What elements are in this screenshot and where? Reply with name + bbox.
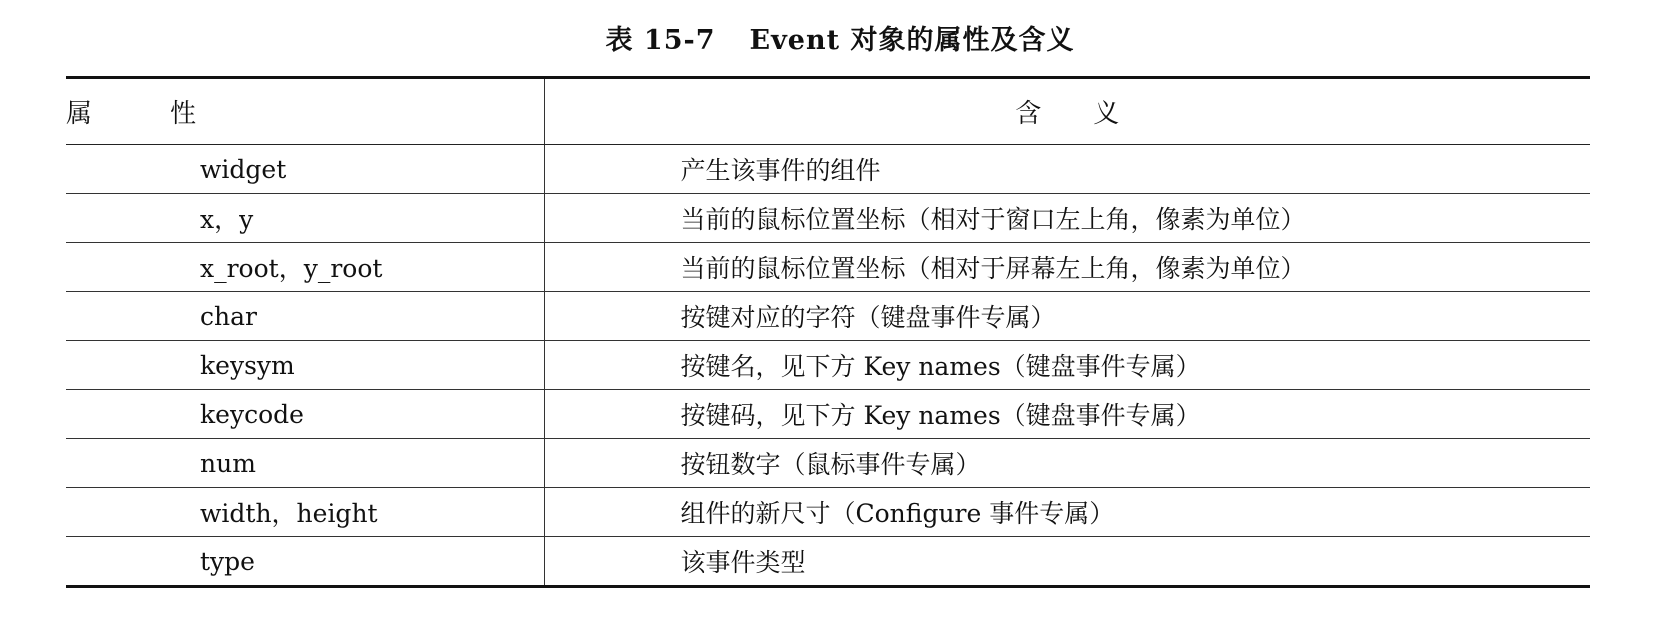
meaning-cell: 该事件类型 xyxy=(544,537,1590,587)
meaning-cell: 按钮数字（鼠标事件专属） xyxy=(544,439,1590,488)
table-row xyxy=(66,341,1590,390)
attribute-cell: widget xyxy=(66,145,544,194)
table-row xyxy=(66,194,1590,243)
table-row xyxy=(66,145,1590,194)
attribute-cell: type xyxy=(66,537,544,587)
attribute-cell: keycode xyxy=(66,390,544,439)
table-row xyxy=(66,439,1590,488)
meaning-cell: 当前的鼠标位置坐标（相对于屏幕左上角，像素为单位） xyxy=(544,243,1590,292)
meaning-cell: 按键对应的字符（键盘事件专属） xyxy=(544,292,1590,341)
table-row xyxy=(66,488,1590,537)
table-header-row xyxy=(66,78,1590,145)
event-attributes-table xyxy=(66,76,1590,588)
table-number: 表 15-7 xyxy=(605,25,716,56)
table-title: Event 对象的属性及含义 xyxy=(749,25,1075,56)
meaning-cell: 组件的新尺寸（Configure 事件专属） xyxy=(544,488,1590,537)
table-caption xyxy=(0,18,1680,57)
attribute-cell: keysym xyxy=(66,341,544,390)
table-row xyxy=(66,292,1590,341)
header-meaning: 含 义 xyxy=(544,78,1590,145)
table-row xyxy=(66,243,1590,292)
meaning-cell: 产生该事件的组件 xyxy=(544,145,1590,194)
attribute-cell: num xyxy=(66,439,544,488)
attribute-cell: x_root，y_root xyxy=(66,243,544,292)
table-row xyxy=(66,537,1590,587)
header-attribute: 属 性 xyxy=(66,78,544,145)
table-row xyxy=(66,390,1590,439)
attribute-cell: x，y xyxy=(66,194,544,243)
attribute-cell: char xyxy=(66,292,544,341)
meaning-cell: 按键码，见下方 Key names（键盘事件专属） xyxy=(544,390,1590,439)
meaning-cell: 当前的鼠标位置坐标（相对于窗口左上角，像素为单位） xyxy=(544,194,1590,243)
meaning-cell: 按键名，见下方 Key names（键盘事件专属） xyxy=(544,341,1590,390)
attribute-cell: width，height xyxy=(66,488,544,537)
